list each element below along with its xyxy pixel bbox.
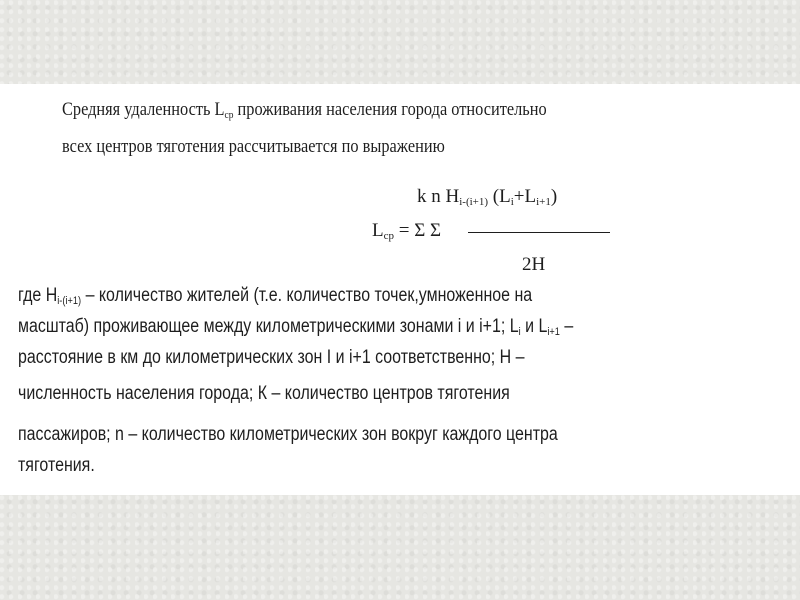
numerator-sub-li: i	[510, 196, 514, 208]
intro-text-a: Средняя удаленность L	[62, 99, 225, 120]
definition-line-6: тяготения.	[18, 455, 95, 476]
def1-pre: где H	[18, 285, 58, 306]
intro-line-1	[62, 94, 547, 131]
formula-lhs	[372, 220, 441, 242]
def2-end: –	[559, 316, 574, 337]
def1-sub: i-(i+1)	[57, 295, 82, 307]
fraction-bar	[468, 232, 610, 233]
numerator-plus: +L	[513, 186, 537, 207]
intro-text-b: проживания населения города относительно	[233, 99, 547, 120]
formula-denominator: 2H	[522, 254, 546, 275]
intro-subscript: ср	[224, 109, 234, 121]
def2-text: масштаб) проживающее между километрическими зонами i и i+1; L	[18, 316, 519, 337]
lhs-sum: = Σ Σ	[394, 220, 442, 241]
definition-line-5: пассажиров; n – количество километрических зон вокруг каждого центра	[18, 424, 558, 445]
lhs-l: L	[372, 220, 384, 241]
intro-paragraph	[62, 94, 547, 162]
def1-rest: – количество жителей (т.е. количество точек,умноженное на	[81, 285, 533, 306]
numerator-close: )	[550, 186, 558, 207]
formula-numerator	[417, 186, 557, 208]
numerator-sub-li1: i+1	[536, 196, 551, 208]
numerator-sub-h: i-(i+1)	[459, 196, 489, 208]
definition-line-1	[18, 285, 532, 307]
numerator-open: (L	[488, 186, 511, 207]
def2-sub2: i+1	[547, 326, 560, 338]
definition-line-3: расстояние в км до километрических зон I и i+1 соответственно; H –	[18, 347, 525, 368]
document-sheet	[0, 84, 800, 495]
intro-line-2: всех центров тяготения рассчитывается по выражению	[62, 136, 445, 157]
definition-line-4: численность населения города; К – количество центров тяготения	[18, 383, 510, 404]
definition-line-2	[18, 316, 573, 338]
def2-sub: i	[518, 326, 521, 338]
lhs-sub: ср	[383, 230, 394, 242]
numerator-kn: k n H	[417, 186, 460, 207]
def2-mid: и L	[520, 316, 548, 337]
